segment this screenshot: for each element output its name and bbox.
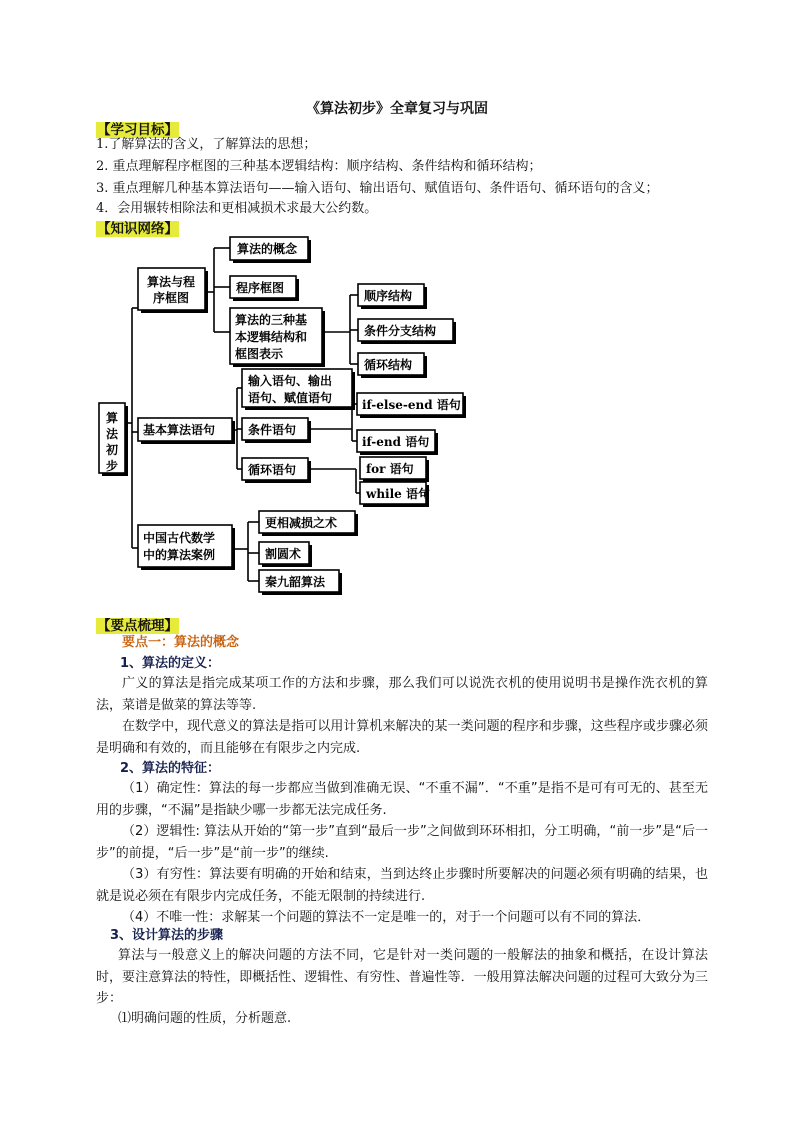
node-label: 语句、赋值语句 bbox=[248, 391, 333, 405]
goals-heading: 【学习目标】 bbox=[97, 122, 178, 138]
node-sequence-structure bbox=[358, 284, 427, 309]
node-root bbox=[99, 403, 128, 476]
node-label: 顺序结构 bbox=[364, 289, 413, 303]
feature-logic: （2）逻辑性: 算法从开始的“第一步”直到“最后一步”之间做到环环相扣，分工明确，“前一步”是“后一步”的前提，“后一步”是“前一步”的继续. bbox=[96, 824, 708, 861]
node-label: for 语句 bbox=[366, 462, 414, 476]
goal-item: 4．会用辗转相除法和更相减损术求最大公约数。 bbox=[96, 201, 378, 216]
node-label: 条件语句 bbox=[248, 423, 297, 437]
node-if-else-end bbox=[357, 393, 466, 418]
node-conditional-structure bbox=[358, 319, 456, 344]
section-3-text-2: ⑴明确问题的性质，分析题意. bbox=[118, 1011, 292, 1026]
point-1-heading: 要点一：算法的概念 bbox=[122, 635, 240, 650]
node-algorithm-concept bbox=[230, 237, 311, 263]
node-algorithm-flowchart bbox=[138, 268, 208, 313]
network-heading: 【知识网络】 bbox=[97, 221, 178, 237]
node-label: 秦九韶算法 bbox=[265, 575, 326, 589]
section-3-heading: 3、设计算法的步骤 bbox=[110, 928, 224, 943]
node-label: 算法的三种基 bbox=[235, 313, 308, 327]
node-ancient-cases bbox=[138, 525, 235, 570]
node-basic-statements bbox=[138, 418, 235, 444]
page-title: 《算法初步》全章复习与巩固 bbox=[306, 101, 488, 117]
node-label: while 语句 bbox=[366, 487, 430, 501]
feature-finiteness: （3）有穷性：算法要有明确的开始和结束，当到达终止步骤时所要解决的问题必须有明确的结果，也就是说必须在有限步内完成任务，不能无限制的持续进行. bbox=[96, 867, 708, 904]
feature-determinacy: （1）确定性：算法的每一步都应当做到准确无误、“不重不漏”．“不重”是指不是可有可无的、甚至无用的步骤，“不漏”是指缺少哪一步都无法完成任务. bbox=[96, 781, 708, 818]
section-1-text-1: 广义的算法是指完成某项工作的方法和步骤，那么我们可以说洗衣机的使用说明书是操作洗衣机的算法，菜谱是做菜的算法等等. bbox=[96, 676, 708, 713]
root-char: 初 bbox=[105, 443, 119, 457]
goal-item: 3. 重点理解几种基本算法语句——输入语句、输出语句、赋值语句、条件语句、循环语句的含义； bbox=[96, 181, 659, 196]
node-while bbox=[360, 482, 430, 507]
goal-item: 2. 重点理解程序框图的三种基本逻辑结构：顺序结构、条件结构和循环结构； bbox=[96, 159, 542, 174]
node-io-statements bbox=[242, 369, 355, 410]
node-label: 算法与程 bbox=[146, 275, 196, 289]
node-three-structures bbox=[230, 308, 325, 367]
node-if-end bbox=[357, 430, 438, 455]
node-qin-jiushao bbox=[259, 570, 342, 595]
node-label: 输入语句、输出 bbox=[248, 374, 333, 388]
node-label: 割圆术 bbox=[265, 547, 302, 561]
section-2-heading: 2、算法的特征： bbox=[120, 761, 221, 776]
root-char: 法 bbox=[105, 427, 119, 441]
root-char: 算 bbox=[105, 411, 119, 425]
node-label: 中的算法案例 bbox=[143, 548, 216, 562]
node-loop-structure bbox=[358, 353, 427, 378]
node-loop-statement bbox=[242, 458, 311, 483]
node-label: 序框图 bbox=[152, 291, 190, 305]
node-label: 算法的概念 bbox=[237, 242, 298, 256]
node-flowchart bbox=[230, 276, 299, 301]
section-3-text-1: 算法与一般意义上的解决问题的方法不同，它是针对一类问题的一般解法的抽象和概括，在设计算法时，要注意算法的特性，即概括性、逻辑性、有穷性、普遍性等．一般用算法解决问题的过程可大致分为三步： bbox=[96, 948, 708, 1006]
node-label: 中国古代数学 bbox=[143, 531, 216, 545]
node-label: 框图表示 bbox=[235, 347, 284, 361]
knowledge-network-diagram bbox=[96, 236, 476, 598]
node-label: if-else-end 语句 bbox=[362, 398, 461, 412]
node-label: 循环语句 bbox=[248, 463, 297, 477]
node-label: 循环结构 bbox=[364, 358, 413, 372]
goal-item: 1.了解算法的含义，了解算法的思想； bbox=[96, 137, 317, 152]
node-for bbox=[360, 457, 429, 482]
node-circle-cutting bbox=[259, 542, 312, 567]
node-subtraction-method bbox=[259, 511, 358, 536]
section-1-heading: 1、算法的定义： bbox=[120, 656, 221, 671]
node-label: 本逻辑结构和 bbox=[235, 330, 308, 344]
node-label: 条件分支结构 bbox=[364, 324, 437, 338]
feature-non-uniqueness: （4）不唯一性：求解某一个问题的算法不一定是唯一的，对于一个问题可以有不同的算法． bbox=[122, 910, 651, 925]
node-label: if-end 语句 bbox=[362, 435, 430, 449]
points-heading: 【要点梳理】 bbox=[97, 618, 178, 634]
node-label: 程序框图 bbox=[236, 281, 285, 295]
node-label: 更相减损之术 bbox=[265, 516, 338, 530]
node-conditional-statement bbox=[242, 418, 311, 443]
node-label: 基本算法语句 bbox=[143, 423, 216, 437]
root-char: 步 bbox=[105, 459, 119, 473]
section-1-text-2: 在数学中，现代意义的算法是指可以用计算机来解决的某一类问题的程序和步骤，这些程序或步骤必须是明确和有效的，而且能够在有限步之内完成. bbox=[96, 719, 708, 756]
